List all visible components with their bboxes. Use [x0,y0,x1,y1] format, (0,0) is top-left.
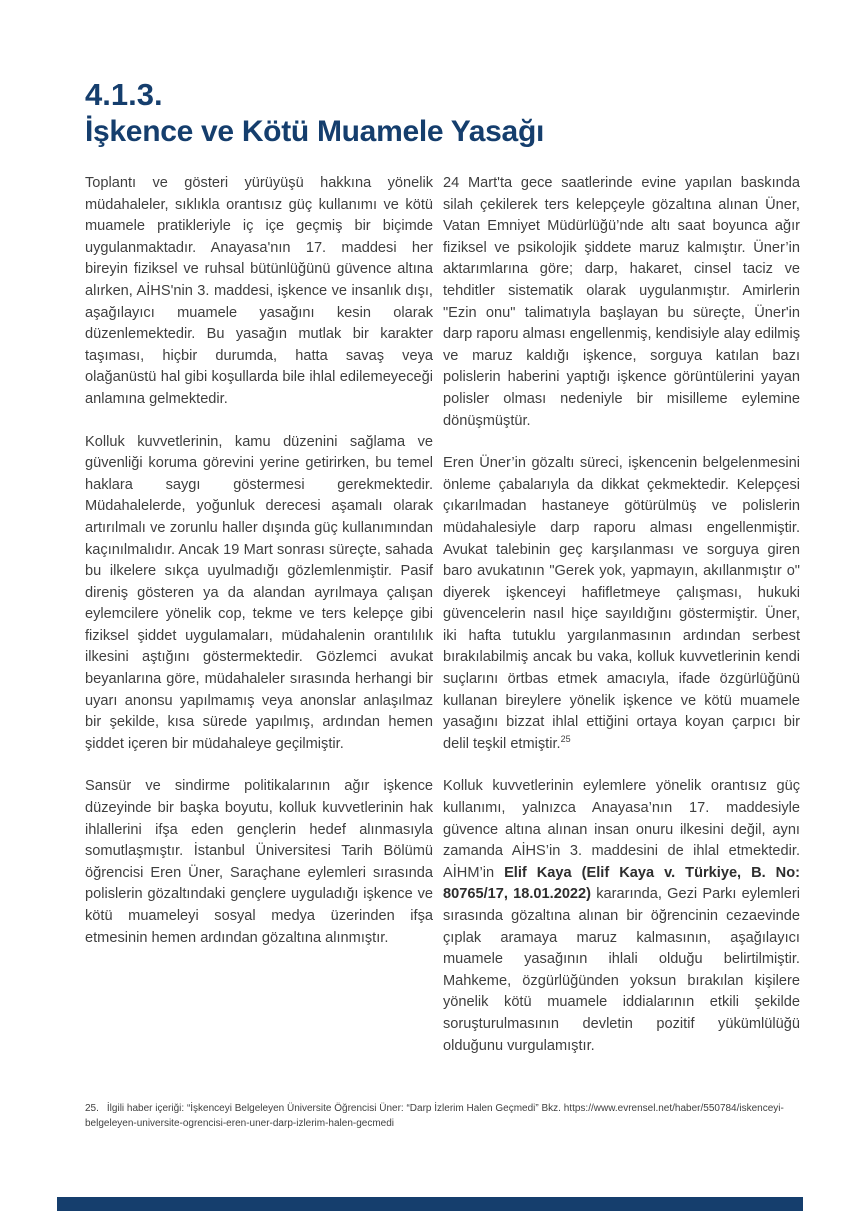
paragraph-uner-documentation [443,453,800,755]
footnote-ref: 25 [560,733,571,744]
footnote-text: İlgili haber içeriği: “İşkenceyi Belgeleyen Üniversite Öğrencisi Üner: “Darp İzlerim Halen Geçmedi” Bkz. https://www.evrensel.net/haber/550784/iskenceyi-belgeleyen-universite-ogrencisi-eren-uner-darp-izlerim-halen-gecmedi [85,1103,784,1129]
right-column [443,173,800,1057]
paragraph-text-after-citation: kararında, Gezi Parkı eylemleri sırasında gözaltına alınan bir öğrencinin cezaevinde çıplak aramaya maruz kalmasının, aşağılayıcı muamele yasağının ihlali olduğu belirtilmiştir. Mahkeme, özgürlüğünden yoksun bırakılan kişilere yönelik kötü muamele iddialarının etkili şekilde soruşturulmasının devletin pozitif yükümlülüğü olduğunu vurgulamıştır. [443,886,800,1054]
paragraph-text: Eren Üner’in gözaltı süreci, işkencenin belgelenmesini önleme çabalarıyla da dikkat çekmektedir. Kelepçesi çıkarılmadan hastaneye götürülmüş ve polislerin müdahalesiyle darp raporu alması engellenmiştir. Avukat talebinin geç karşılanması ve sorguya giren baro avukatının "Gerek yok, yapmayın, akıllanmıştır o" diyerek işkenceyi hafifletmeye çalışması, hukuki güvencelerin nasıl hiçe sayıldığını göstermiştir. Üner, iki hafta tutuklu yargılanmasının ardından serbest bırakılabilmiş ancak bu vaka, kolluk kuvvetlerinin kendi suçlarını örtbas etmek amacıyla, ifade özgürlüğünü kullanan bireylere yönelik işkence ve kötü muamele yasağını bizzat ihlal ettiğini ortaya koyan çarpıcı bir delil teşkil etmiştir. [443,455,800,752]
paragraph-torture-ban-intro: Toplantı ve gösteri yürüyüşü hakkına yönelik müdahaleler, sıklıkla orantısız güç kullanımı ve kötü muamele pratikleriyle iç içe geçmiş bir biçimde uygulanmaktadır. Anayasa'nın 17. maddesi her bireyin fiziksel ve ruhsal bütünlüğünü güvence altına alırken, AİHS'nin 3. maddesi, işkence ve insanlık dışı, aşağılayıcı muamele yasağını kesin olarak düzenlemektedir. Bu yasağın mutlak bir karakter taşıması, hiçbir durumda, hatta savaş veya olağanüstü hal gibi koşullarda bile ihlal edilemeyeceği anlamına gelmektedir. [85,175,433,407]
paragraph-uner-detention: 24 Mart'ta gece saatlerinde evine yapılan baskında silah çekilerek ters kelepçeyle gözaltına alınan Üner, Vatan Emniyet Müdürlüğü’nde altı saat boyunca ağır fiziksel ve psikolojik şiddete maruz kalmıştır. Üner’in aktarımlarına göre; darp, hakaret, cinsel taciz ve tehditler sistematik olarak uygulanmıştır. Amirlerin "Ezin onu" talimatıyla başlayan bu süreçte, Üner'in darp raporu alması engellenmiş, kendisiyle alay edilmiş ve maruz kaldığı işkence, sorguya katılan bazı polislerin haberini yaptığı işkence görüntülerini yayan polisler olması nedeniyle bir misilleme eylemine dönüşmüştür. [443,175,800,429]
paragraph-police-duty: Kolluk kuvvetlerinin, kamu düzenini sağlama ve güvenliği koruma görevini yerine getirirken, bu temel haklara saygı göstermesi gerekmektedir. Müdahalelerde, yoğunluk derecesi aşamalı olarak artırılmalı ve zorunlu haller dışında güç kullanımından kaçınılmalıdır. Ancak 19 Mart sonrası süreçte, sahada bu ilkelere sıkça uyulmadığı gözlemlenmiştir. Pasif direniş gösteren ya da alandan ayrılmaya çalışan eylemcilere yönelik cop, tekme ve ters kelepçe gibi fiziksel şiddet uygulamaları, müdahalenin orantılılık ilkesini aştığını göstermektedir. Gözlemci avukat beyanlarına göre, müdahaleler sırasında herhangi bir uyarı anonsu yapılmamış veya anonslar anlaşılmaz bir şekilde, kısa sürede yapılmış, ardından hemen şiddet içeren bir müdahaleye geçilmiştir. [85,433,433,752]
paragraph-text-before-citation: Kolluk kuvvetlerinin eylemlere yönelik orantısız güç kullanımı, yalnızca Anayasa’nın 17. maddesiyle güvence altına alınan insan onuru ilkesini değil, aynı zamanda AİHS’in 3. maddesini de ihlal etmektedir. AİHM’in [443,778,800,881]
paragraph-echr-ruling [443,776,800,1057]
footer-bar [57,1197,803,1211]
left-column [85,173,433,1057]
section-heading [85,76,785,150]
footnote-number: 25. [85,1103,99,1114]
paragraph-censorship-target: Sansür ve sindirme politikalarının ağır işkence düzeyinde bir başka boyutu, kolluk kuvvetlerinin hak ihlallerini ifşa eden gençlerin hedef alınmasıyla somutlaşmıştır. İstanbul Üniversitesi Tarih Bölümü öğrencisi Eren Üner, Saraçhane eylemleri sırasında polislerin gözaltındaki gençlere uyguladığı işkence ve kötü muameleyi sosyal medya üzerinden ifşa etmesinin hemen ardından gözaltına alınmıştır. [85,778,433,946]
footnote [85,1101,817,1131]
two-column-body [85,173,800,1057]
case-citation: Elif Kaya (Elif Kaya v. Türkiye, B. No: 80765/17, 18.01.2022) [443,864,800,903]
section-title: İşkence ve Kötü Muamele Yasağı [85,115,545,148]
section-number: 4.1.3. [85,77,163,112]
